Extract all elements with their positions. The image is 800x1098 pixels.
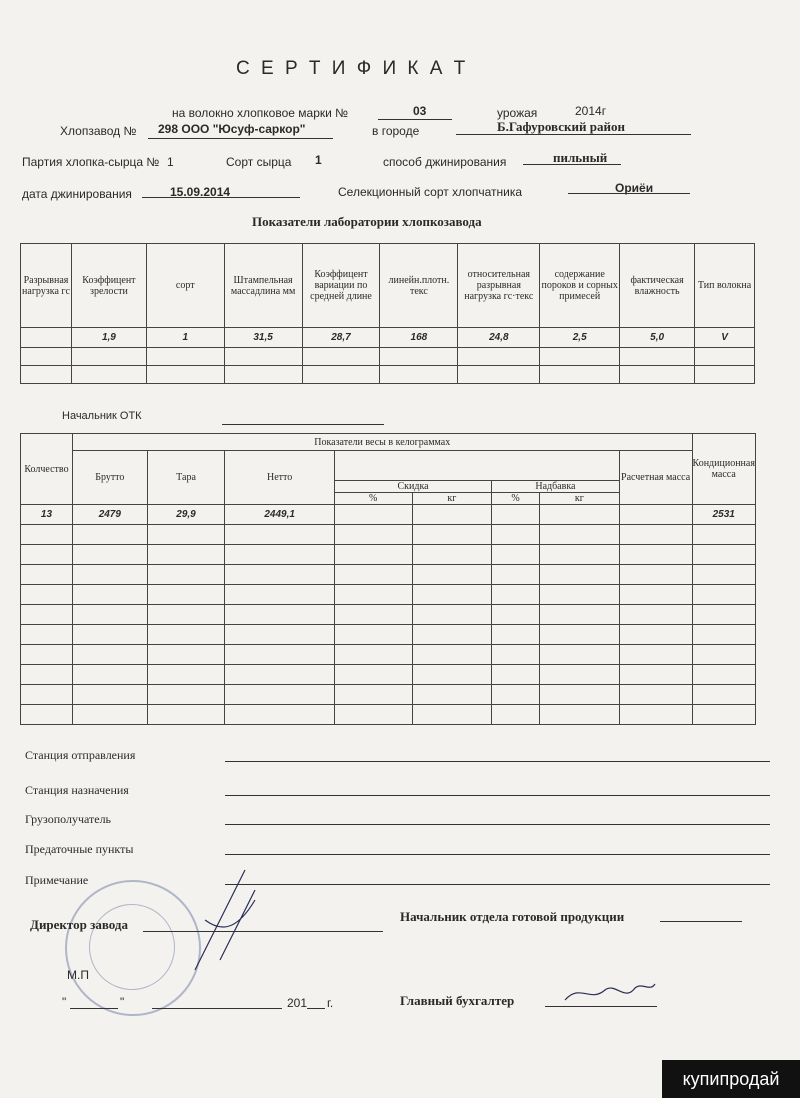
weights-col-net: Нетто xyxy=(225,451,335,505)
lab-col-moisture: фактическая влажность xyxy=(620,244,695,328)
ginning-date-value: 15.09.2014 xyxy=(170,185,231,199)
consignee-label: Грузополучатель xyxy=(25,812,112,826)
lab-empty-row xyxy=(21,366,755,384)
weights-col-qty: Колчество xyxy=(21,434,73,505)
weights-col-kg: кг xyxy=(412,493,492,505)
mp-label: М.П xyxy=(67,968,89,982)
lab-cell: 24,8 xyxy=(458,328,540,348)
weights-col-conditioned: Кондиционная масса xyxy=(692,434,756,505)
lab-col-grade: сорт xyxy=(146,244,224,328)
lab-cell: V xyxy=(695,328,755,348)
batch-label: Партия хлопка-сырца № xyxy=(22,155,160,169)
lab-cell: 2,5 xyxy=(540,328,620,348)
weights-cell-gross: 2479 xyxy=(72,505,147,525)
weights-cell-qty: 13 xyxy=(21,505,73,525)
raw-grade-value: 1 xyxy=(315,153,322,167)
batch-value: 1 xyxy=(167,155,174,169)
ginning-date-label: дата джинирования xyxy=(22,187,132,201)
weights-group-heading: Показатели весы в келограммах xyxy=(72,434,692,451)
date-quote-close: " xyxy=(120,995,125,1009)
accountant-signature xyxy=(560,978,660,1008)
weights-col-pct: % xyxy=(492,493,540,505)
station-from-label: Станция отправления xyxy=(25,748,136,762)
weights-col-kg: кг xyxy=(540,493,620,505)
weights-group-row xyxy=(21,434,756,451)
handover-label: Предаточные пункты xyxy=(25,842,134,856)
weights-cell-conditioned: 2531 xyxy=(692,505,756,525)
watermark-badge: купипродай xyxy=(662,1060,800,1098)
weights-col-discount: Скидка xyxy=(334,481,491,493)
lab-cell: 1 xyxy=(146,328,224,348)
raw-grade-label: Сорт сырца xyxy=(226,155,292,169)
weights-table xyxy=(20,433,756,725)
lab-cell: 1,9 xyxy=(71,328,146,348)
lab-header-row xyxy=(21,244,755,328)
harvest-year: 2014г xyxy=(575,104,607,118)
weights-cell-net: 2449,1 xyxy=(225,505,335,525)
lab-data-row xyxy=(21,328,755,348)
lab-col-breaking-load: Разрывная нагрузка гс xyxy=(21,244,72,328)
lab-cell: 28,7 xyxy=(302,328,380,348)
seal-stamp xyxy=(65,880,201,1016)
lab-col-maturity: Коэффицент зрелости xyxy=(71,244,146,328)
chief-accountant-label: Главный бухгалтер xyxy=(400,993,515,1008)
selection-label: Селекционный сорт хлопчатника xyxy=(338,185,523,199)
director-label: Директор завода xyxy=(30,917,128,932)
fiber-mark-label: на волокно хлопковое марки № xyxy=(172,106,349,120)
lab-empty-row xyxy=(21,348,755,366)
lab-col-relative-load: относительная разрывная нагрузка гс·текс xyxy=(458,244,540,328)
weights-data-row xyxy=(21,505,756,525)
plant-value: 298 ООО "Юсуф-саркор" xyxy=(158,122,306,136)
weights-cell-tare: 29,9 xyxy=(147,505,225,525)
lab-col-variation: Коэффицент вариации по средней длине xyxy=(302,244,380,328)
lab-col-fiber-type: Тип волокна xyxy=(695,244,755,328)
city-value: Б.Гафуровский район xyxy=(497,119,625,134)
lab-cell: 31,5 xyxy=(224,328,302,348)
certificate-title: С Е Р Т И Ф И К А Т xyxy=(236,58,469,79)
weights-col-markup: Надбавка xyxy=(492,481,619,493)
lab-cell: 168 xyxy=(380,328,458,348)
year-label: 201 xyxy=(287,996,308,1010)
weights-header-row xyxy=(21,451,756,481)
year-suffix: г. xyxy=(327,996,334,1010)
selection-value: Ориёи xyxy=(615,181,654,195)
harvest-label: урожая xyxy=(497,106,538,120)
weights-col-tare: Тара xyxy=(147,451,225,505)
lab-col-impurities: содержание пороков и сорных примесей xyxy=(540,244,620,328)
note-label: Примечание xyxy=(25,873,89,887)
lab-cell: 5,0 xyxy=(620,328,695,348)
finished-head-label: Начальник отдела готовой продукции xyxy=(400,909,625,924)
ginning-method-value: пильный xyxy=(553,150,608,165)
lab-table xyxy=(20,243,755,384)
weights-col-pct: % xyxy=(334,493,412,505)
lab-col-linear-density: линейн.плотн. текс xyxy=(380,244,458,328)
weights-col-calc: Расчетная масса xyxy=(619,451,692,505)
station-to-label: Станция назначения xyxy=(25,783,129,797)
otk-label: Начальник ОТК xyxy=(62,410,142,422)
lab-cell xyxy=(21,328,72,348)
lab-col-staple-length: Штампельная массадлина мм xyxy=(224,244,302,328)
weights-col-gross: Брутто xyxy=(72,451,147,505)
plant-label: Хлопзавод № xyxy=(60,124,137,138)
director-signature xyxy=(185,860,275,980)
fiber-mark-value: 03 xyxy=(413,104,427,118)
lab-heading: Показатели лаборатории хлопкозавода xyxy=(252,214,482,229)
ginning-method-label: способ джинирования xyxy=(383,155,507,169)
city-label: в городе xyxy=(372,124,420,138)
date-quote-open: " xyxy=(62,995,67,1009)
